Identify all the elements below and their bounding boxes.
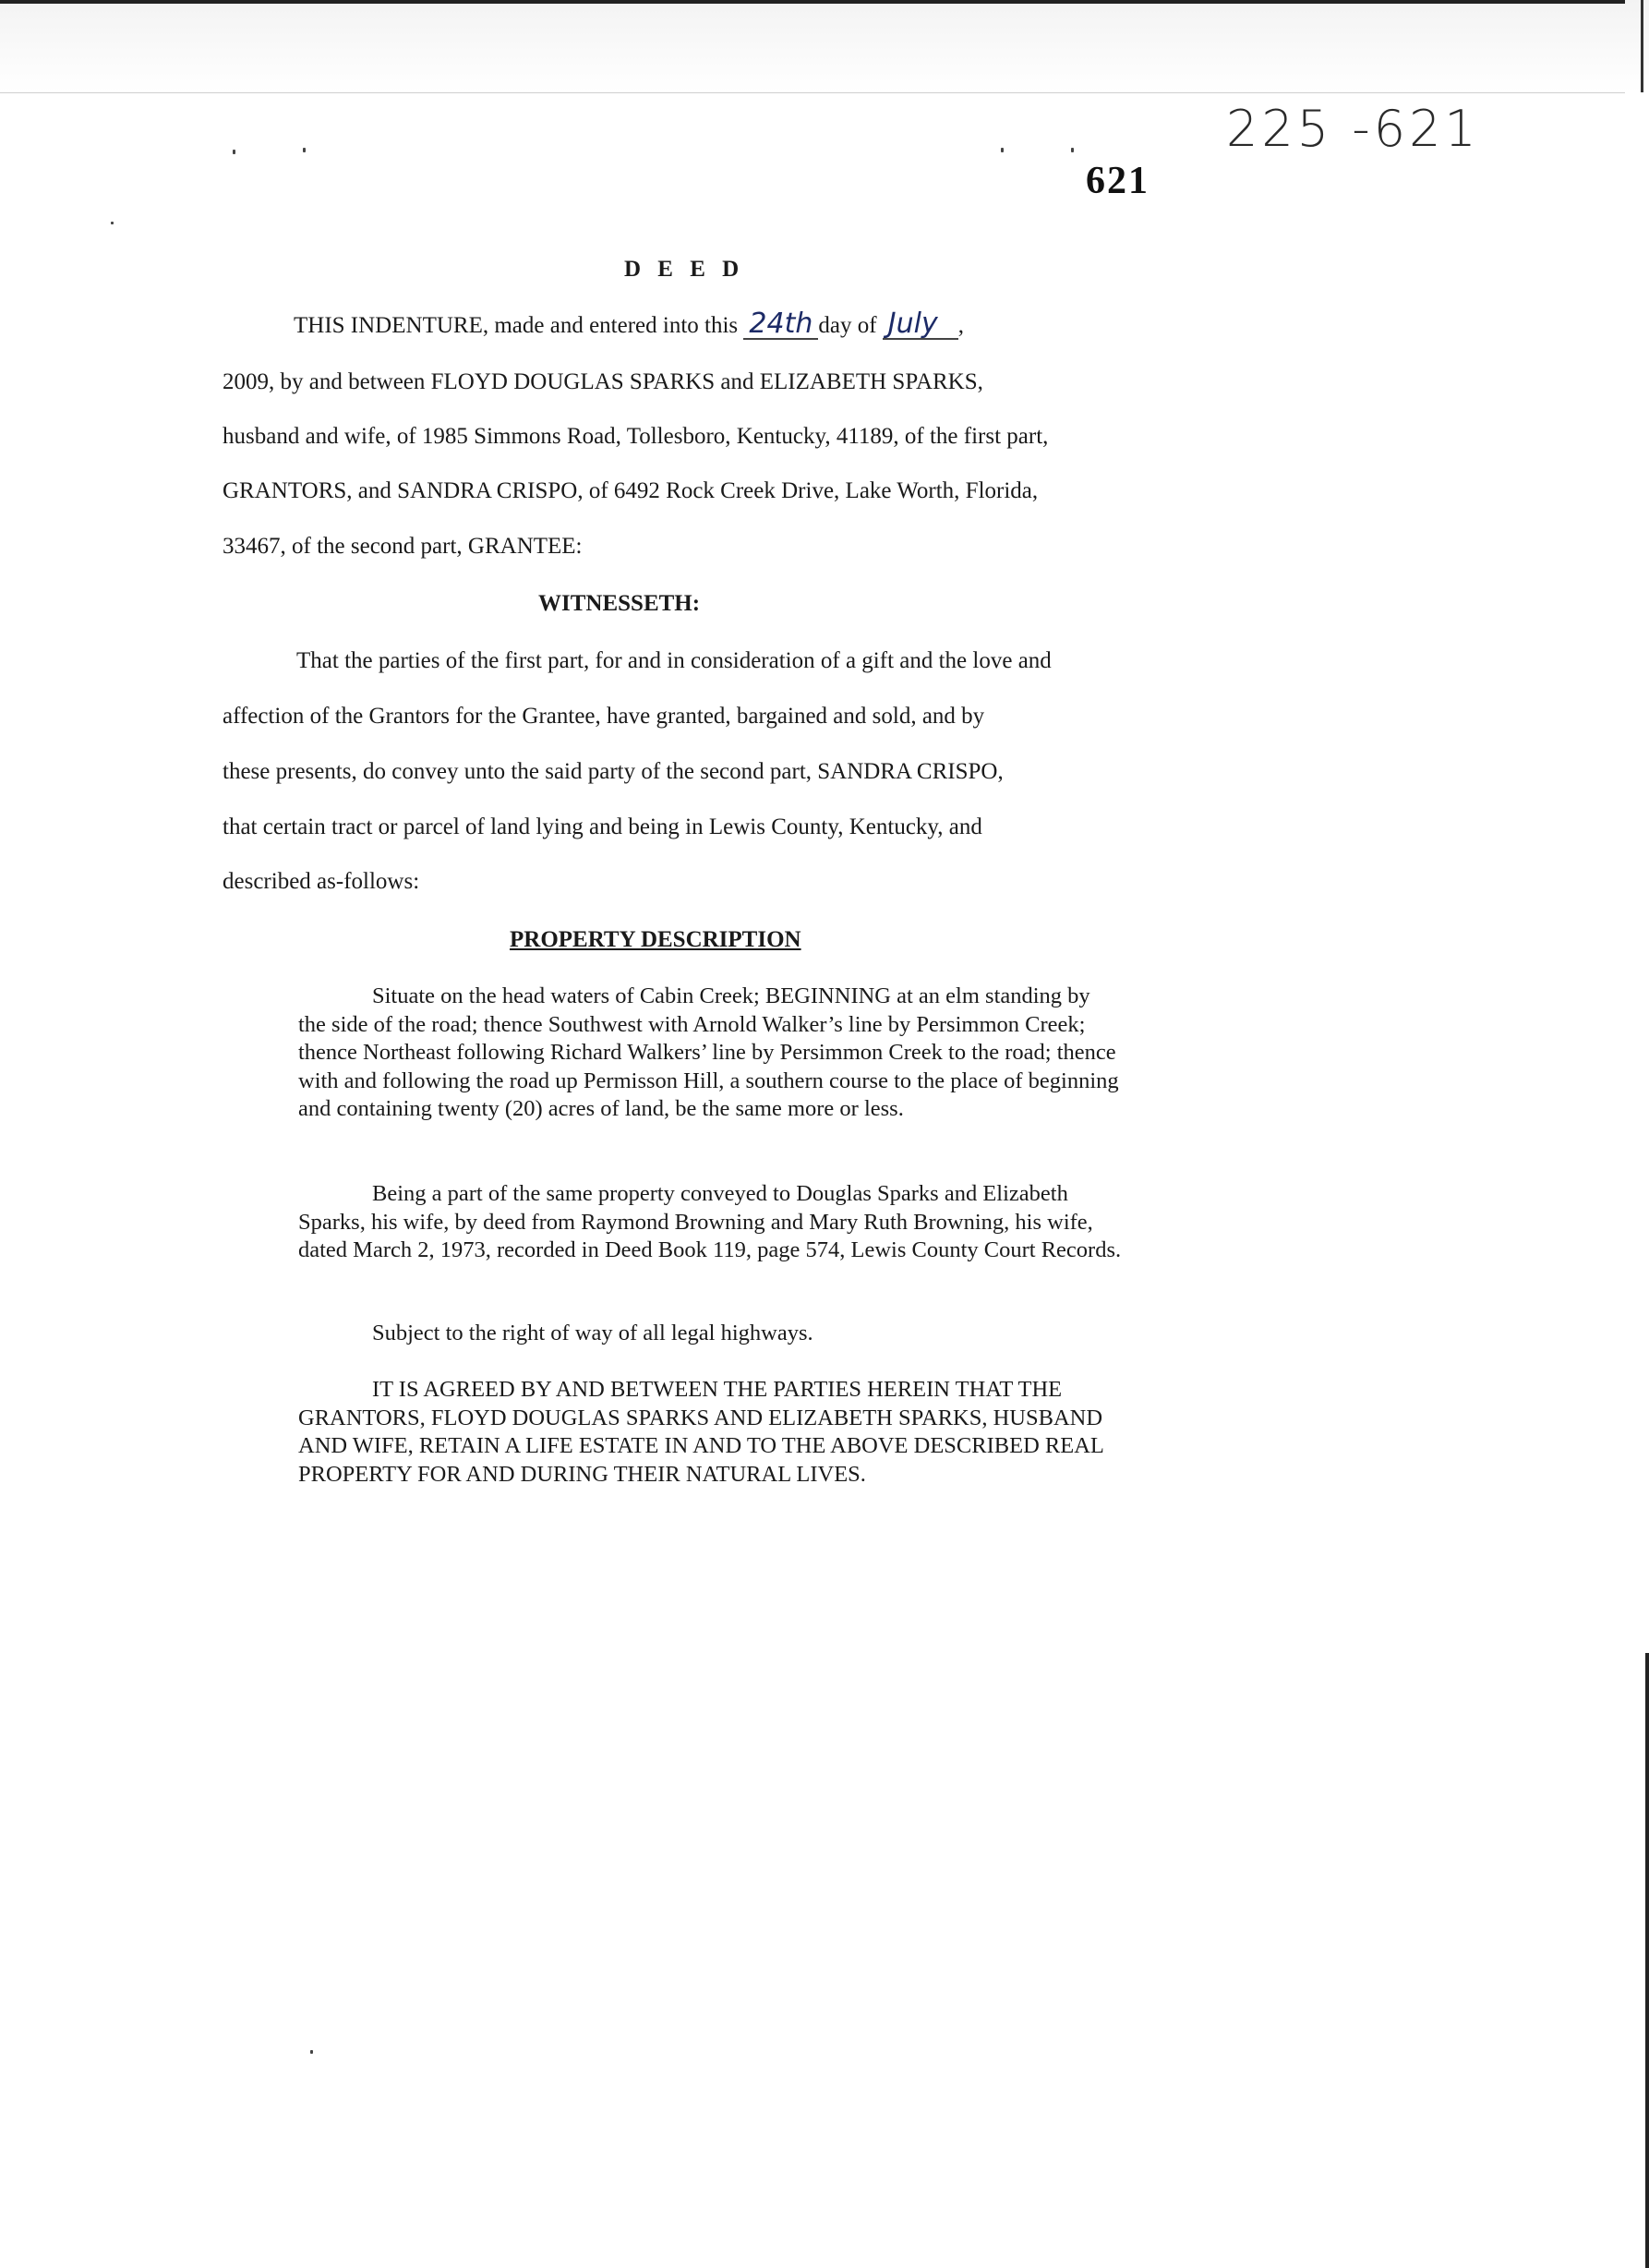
paragraph-text: IT IS AGREED BY AND BETWEEN THE PARTIES HEREIN THAT THE GRANTORS, FLOYD DOUGLAS SPARKS AND ELIZABETH SPARKS, HUSBAND AND WIFE, RETAIN A LIFE ESTATE IN AND TO THE ABOVE DESCRIBED REAL PROPERTY FOR AND DURING THEIR NATURAL LIVES. bbox=[298, 1377, 1103, 1487]
property-paragraph bbox=[298, 1180, 1122, 1265]
property-paragraph bbox=[298, 983, 1122, 1124]
handwritten-reference: 225 -621 bbox=[1226, 100, 1480, 158]
witness-line: affection of the Grantors for the Grantee, have granted, bargained and sold, and by bbox=[223, 704, 985, 729]
paragraph-text: Subject to the right of way of all legal highways. bbox=[372, 1321, 813, 1345]
witness-line: That the parties of the first part, for and in consideration of a gift and the love and bbox=[296, 648, 1052, 673]
handwritten-month: July bbox=[883, 310, 958, 340]
body-line: GRANTORS, and SANDRA CRISPO, of 6492 Rock Creek Drive, Lake Worth, Florida, bbox=[223, 478, 1039, 503]
scan-border-top bbox=[0, 0, 1625, 4]
page-fold-line bbox=[0, 92, 1625, 93]
opening-text-mid: day of bbox=[818, 313, 883, 338]
scan-speck bbox=[303, 148, 306, 152]
opening-text-start: THIS INDENTURE, made and entered into this bbox=[294, 313, 744, 338]
scan-speck bbox=[1071, 148, 1074, 152]
scan-speck bbox=[1001, 148, 1004, 152]
body-line: 2009, by and between FLOYD DOUGLAS SPARKS and ELIZABETH SPARKS, bbox=[223, 369, 983, 394]
handwritten-day: 24th bbox=[743, 310, 818, 340]
scan-border-right bbox=[1641, 0, 1643, 92]
scan-speck bbox=[111, 222, 114, 224]
scan-border-right-lower bbox=[1645, 1653, 1649, 2268]
body-line: 33467, of the second part, GRANTEE: bbox=[223, 534, 583, 559]
body-line: husband and wife, of 1985 Simmons Road, Tollesboro, Kentucky, 41189, of the first part, bbox=[223, 424, 1049, 449]
witnesseth-heading: WITNESSETH: bbox=[538, 591, 701, 616]
witness-line: that certain tract or parcel of land lying and being in Lewis County, Kentucky, and bbox=[223, 814, 982, 839]
property-paragraph bbox=[298, 1376, 1122, 1489]
scan-speck bbox=[310, 2050, 313, 2054]
property-description-heading: PROPERTY DESCRIPTION bbox=[510, 927, 801, 952]
page-number: 621 bbox=[1086, 160, 1149, 202]
scan-shadow bbox=[0, 0, 1649, 92]
paragraph-text: Being a part of the same property conveyed to Douglas Sparks and Elizabeth Sparks, his wife, by deed from Raymond Browning and Mary Ruth Browning, his wife, dated March 2, 1973, recorded in Deed Book 119, page 574, Lewis County Court Records. bbox=[298, 1181, 1122, 1262]
property-paragraph bbox=[298, 1320, 1122, 1348]
opening-text-end: , bbox=[957, 313, 965, 338]
witness-line: these presents, do convey unto the said party of the second part, SANDRA CRISPO, bbox=[223, 759, 1004, 784]
witness-line: described as-follows: bbox=[223, 869, 420, 894]
document-title: D E E D bbox=[624, 257, 745, 282]
paragraph-text: Situate on the head waters of Cabin Creek; BEGINNING at an elm standing by the side of the road; thence Southwest with Arnold Walker’s line by Persimmon Creek; thence Northeast following Richard Walkers’ line by Persimmon Creek to the road; thence with and following the road up Permisson Hill, a southern course to the place of beginning and containing twenty (20) acres of land, be the same more or less. bbox=[298, 983, 1119, 1121]
opening-line bbox=[294, 310, 964, 340]
scan-speck bbox=[233, 150, 235, 154]
